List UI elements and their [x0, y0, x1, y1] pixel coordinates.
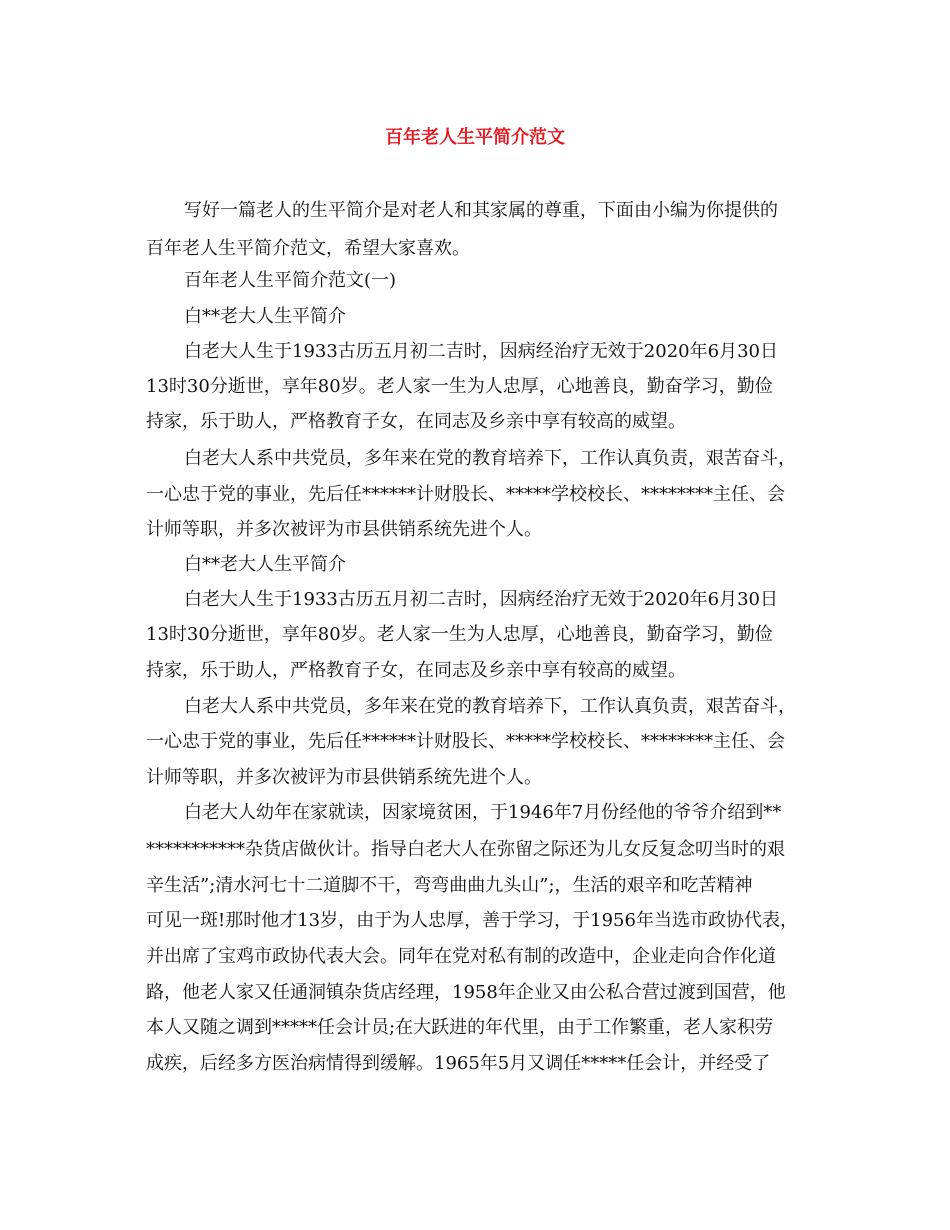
text-line: 13时30分逝世，享年80岁。老人家一生为人忠厚，心地善良，勤奋学习，勤俭 [146, 376, 773, 397]
text-line: 白老大人系中共党员，多年来在党的教育培养下，工作认真负责，艰苦奋斗， [184, 448, 796, 469]
text-line: 持家，乐于助人，严格教育子女，在同志及乡亲中享有较高的威望。 [146, 411, 686, 432]
text-line: 辛生活”;清水河七十二道脚不干，弯弯曲曲九头山”;，生活的艰辛和吃苦精神 [146, 875, 753, 896]
text-line: 白老大人生于1933古历五月初二吉时，因病经治疗无效于2020年6月30日 [184, 341, 778, 362]
text-line: 持家，乐于助人，严格教育子女，在同志及乡亲中享有较高的威望。 [146, 660, 686, 681]
section-heading: 百年老人生平简介范文(一) [184, 270, 397, 291]
text-line: 成疾，后经多方医治病情得到缓解。1965年5月又调任*****任会计，并经受了 [146, 1053, 771, 1074]
text-line: 白老大人幼年在家就读，因家境贫困，于1946年7月份经他的爷爷介绍到** [184, 802, 782, 823]
text-line: 计师等职，并多次被评为市县供销系统先进个人。 [146, 767, 542, 788]
text-line: 可见一斑!那时他才13岁，由于为人忠厚，善于学习，于1956年当选市政协代表， [146, 910, 798, 931]
subheading: 白**老大人生平简介 [184, 554, 346, 575]
text-line: 并出席了宝鸡市政协代表大会。同年在党对私有制的改造中，企业走向合作化道 [146, 946, 776, 967]
subheading: 白**老大人生平简介 [184, 306, 346, 327]
text-line: ***********杂货店做伙计。指导白老大人在弥留之际还为儿女反复念叨当时的艰 [146, 839, 785, 860]
text-line: 一心忠于党的事业，先后任******计财股长、*****学校校长、********主任、会 [146, 484, 785, 505]
text-line: 路，他老人家又任通洞镇杂货店经理，1958年企业又由公私合营过渡到国营，他 [146, 982, 786, 1003]
text-line: 13时30分逝世，享年80岁。老人家一生为人忠厚，心地善良，勤奋学习，勤俭 [146, 624, 773, 645]
text-line: 一心忠于党的事业，先后任******计财股长、*****学校校长、********主任、会 [146, 731, 785, 752]
document-title: 百年老人生平简介范文 [385, 127, 565, 148]
text-line: 本人又随之调到*****任会计员;在大跃进的年代里，由于工作繁重，老人家积劳 [146, 1017, 774, 1038]
text-line: 白老大人系中共党员，多年来在党的教育培养下，工作认真负责，艰苦奋斗， [184, 696, 796, 717]
text-line: 计师等职，并多次被评为市县供销系统先进个人。 [146, 519, 542, 540]
text-line: 百年老人生平简介范文，希望大家喜欢。 [146, 238, 470, 259]
text-line: 白老大人生于1933古历五月初二吉时，因病经治疗无效于2020年6月30日 [184, 589, 778, 610]
text-line: 写好一篇老人的生平简介是对老人和其家属的尊重，下面由小编为你提供的 [184, 200, 778, 221]
